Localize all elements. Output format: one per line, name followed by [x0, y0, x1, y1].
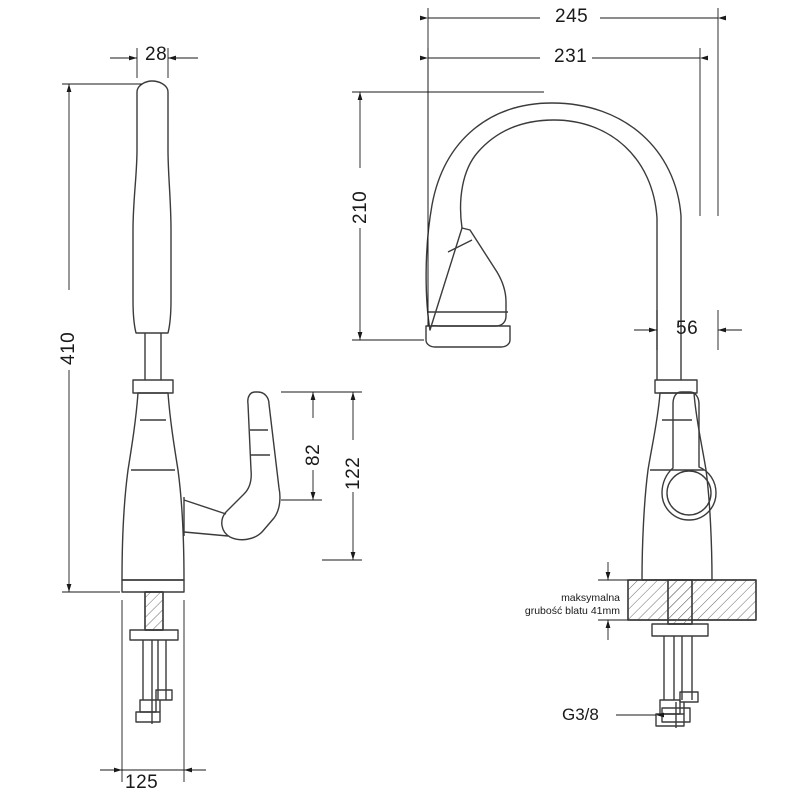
- dim-label-base-width: 125: [125, 772, 159, 793]
- dim-label-handle-base-height: 122: [343, 456, 364, 490]
- dim-label-handle-height: 82: [303, 443, 324, 466]
- left-view-faucet: [122, 81, 280, 724]
- dim-label-reach-outer: 245: [555, 6, 589, 27]
- right-view-faucet: [426, 103, 756, 728]
- dim-label-spout-height: 210: [350, 190, 371, 224]
- dim-label-total-height: 410: [58, 331, 79, 365]
- dim-label-body-width: 56: [676, 318, 699, 339]
- thread-size-label: G3/8: [562, 705, 599, 724]
- worktop-thickness-note: [440, 592, 620, 618]
- dim-label-spout-top-width: 28: [145, 44, 168, 65]
- worktop-note-line-1: maksymalna: [561, 592, 620, 604]
- dim-label-reach-inner: 231: [554, 46, 588, 67]
- worktop-note-line-2: grubość blatu 41mm: [524, 605, 620, 617]
- dimension-lines: [62, 8, 742, 782]
